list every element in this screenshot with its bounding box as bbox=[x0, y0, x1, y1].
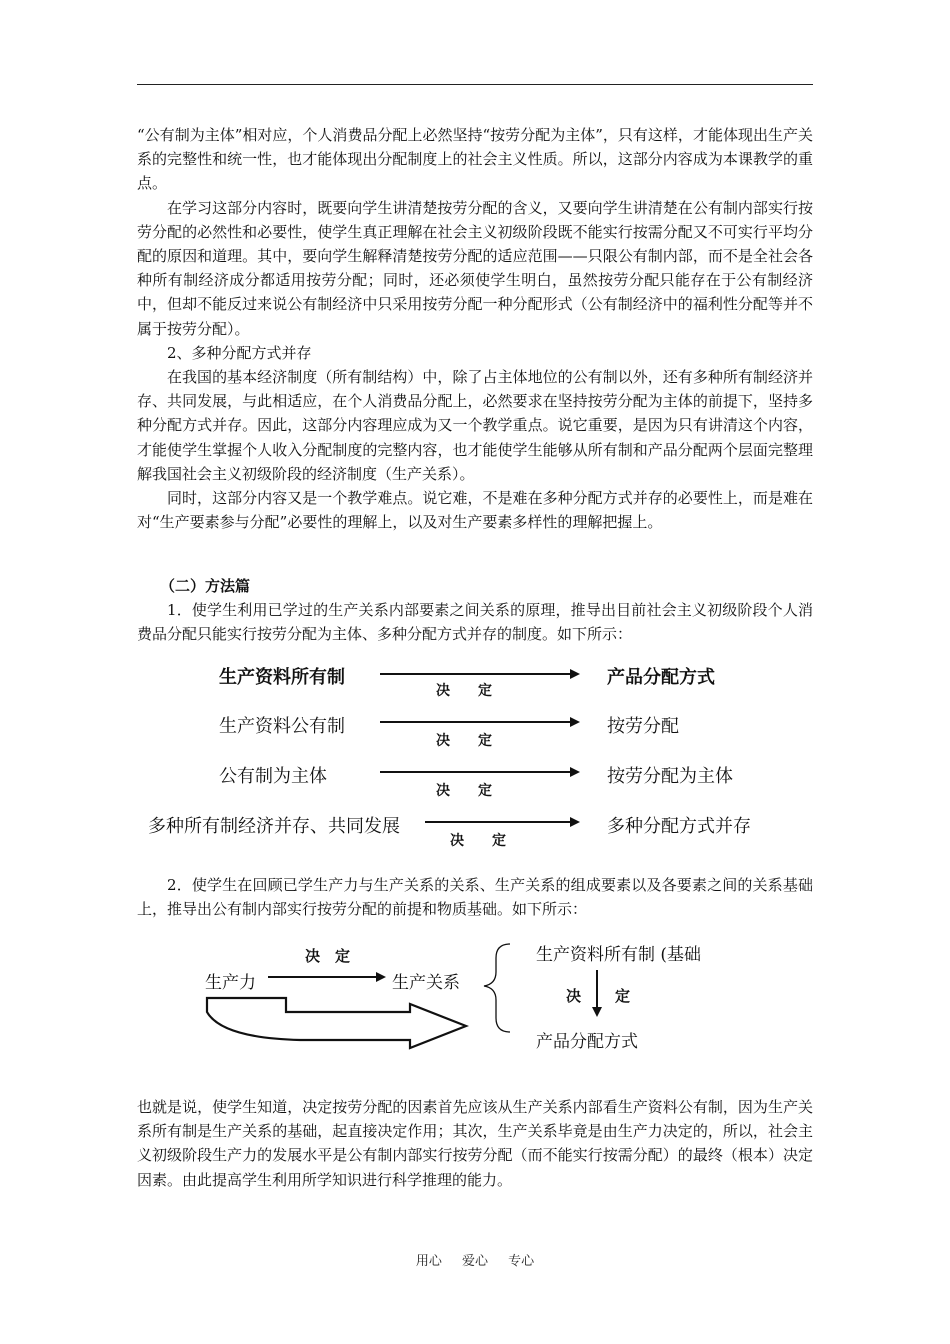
footer-word-2: 爱心 bbox=[461, 1254, 488, 1269]
flow-right-3: 按劳分配为主体 bbox=[607, 766, 733, 787]
flow-left-3: 公有制为主体 bbox=[219, 766, 327, 787]
section-heading: （二）方法篇 bbox=[160, 577, 251, 595]
flow-verb-2: 决 定 bbox=[436, 733, 492, 749]
paragraph-2: 在学习这部分内容时，既要向学生讲清楚按劳分配的含义，又要向学生讲清楚在公有制内部实行按劳分配的必然性和必要性，使学生真正理解在社会主义初级阶段既不能实行按需分配又不可实行平均分配的原因和道理。其中，要向学生解释清楚按劳分配的适应范围——只限公有制内部，而不是全社会各种所有制经济成分都适用按劳分配；同时，还必须使学生明白，虽然按劳分配只能存在于公有制经济中，但却不能反过来说公有制经济中只采用按劳分配一种分配形式（公有制经济中的福利性分配等并不属于按劳分配）。 bbox=[137, 198, 813, 338]
vertical-verb-left: 决 bbox=[566, 987, 582, 1005]
paragraph-4: 同时，这部分内容又是一个教学难点。说它难，不是难在多种分配方式并存的必要性上，而是难在对“生产要素参与分配”必要性的理解上，以及对生产要素多样性的理解把握上。 bbox=[137, 489, 813, 532]
flow-right-1: 产品分配方式 bbox=[607, 667, 715, 688]
conclusion: 也就是说，使学生知道，决定按劳分配的因素首先应该从生产关系内部看生产资料公有制，因为生产关系所有制是生产关系的基础，起直接决定作用；其次，生产关系毕竟是由生产力决定的，所以，社会主义初级阶段生产力的发展水平是公有制内部实行按劳分配（而不能实行按需分配）的最终（根本）决定因素。由此提高学生利用所学知识进行科学推理的能力。 bbox=[137, 1098, 813, 1189]
method-2: 2．使学生在回顾已学生产力与生产关系的关系、生产关系的组成要素以及各要素之间的关系基础上，推导出公有制内部实行按劳分配的前提和物质基础。如下所示： bbox=[137, 876, 813, 919]
hollow-arrow-icon bbox=[207, 998, 466, 1048]
productive-forces-label: 生产力 bbox=[205, 973, 256, 993]
flow-right-4: 多种分配方式并存 bbox=[607, 816, 751, 837]
brace-icon bbox=[484, 944, 510, 1032]
page-footer bbox=[0, 1250, 950, 1269]
flow-verb-1: 决 定 bbox=[436, 683, 492, 699]
flow-left-4: 多种所有制经济并存、共同发展 bbox=[148, 816, 400, 837]
flow-verb-4: 决 定 bbox=[450, 833, 506, 849]
footer-word-1: 用心 bbox=[415, 1254, 442, 1269]
vertical-arrow-head-icon bbox=[592, 1007, 602, 1017]
footer-word-3: 专心 bbox=[508, 1254, 535, 1269]
paragraph-1: “公有制为主体”相对应，个人消费品分配上必然坚持“按劳分配为主体”，只有这样，才能体现出生产关系的完整性和统一性，也才能体现出分配制度上的社会主义性质。所以，这部分内容成为本课教学的重点。 bbox=[137, 126, 813, 193]
flow-left-2: 生产资料公有制 bbox=[219, 716, 345, 737]
method-1: 1．使学生利用已学过的生产关系内部要素之间关系的原理，推导出目前社会主义初级阶段个人消费品分配只能实行按劳分配为主体、多种分配方式并存的制度。如下所示： bbox=[137, 601, 813, 644]
relations-label: 生产关系 bbox=[392, 973, 460, 993]
branch-top-label: 生产资料所有制 (基础 bbox=[536, 945, 702, 965]
subsection-title: 2、多种分配方式并存 bbox=[167, 343, 312, 362]
conclusion-text bbox=[137, 1095, 813, 1192]
branch-bottom-label: 产品分配方式 bbox=[536, 1032, 638, 1052]
paragraph-3: 在我国的基本经济制度（所有制结构）中，除了占主体地位的公有制以外，还有多种所有制经济并存、共同发展，与此相适应，在个人消费品分配上，必然要求在坚持按劳分配为主体的前提下，坚持多种分配方式并存。因此，这部分内容理应成为又一个教学重点。说它重要，是因为只有讲清这个内容，才能使学生掌握个人收入分配制度的完整内容，也才能使学生能够从所有制和产品分配两个层面完整理解我国社会主义初级阶段的经济制度（生产关系）。 bbox=[137, 368, 813, 483]
flow-right-2: 按劳分配 bbox=[607, 716, 679, 737]
flow-verb-3: 决 定 bbox=[436, 783, 492, 799]
vertical-verb-right: 定 bbox=[615, 987, 631, 1005]
flow-left-1: 生产资料所有制 bbox=[219, 667, 345, 688]
diagram-top-verb: 决 定 bbox=[305, 947, 351, 965]
